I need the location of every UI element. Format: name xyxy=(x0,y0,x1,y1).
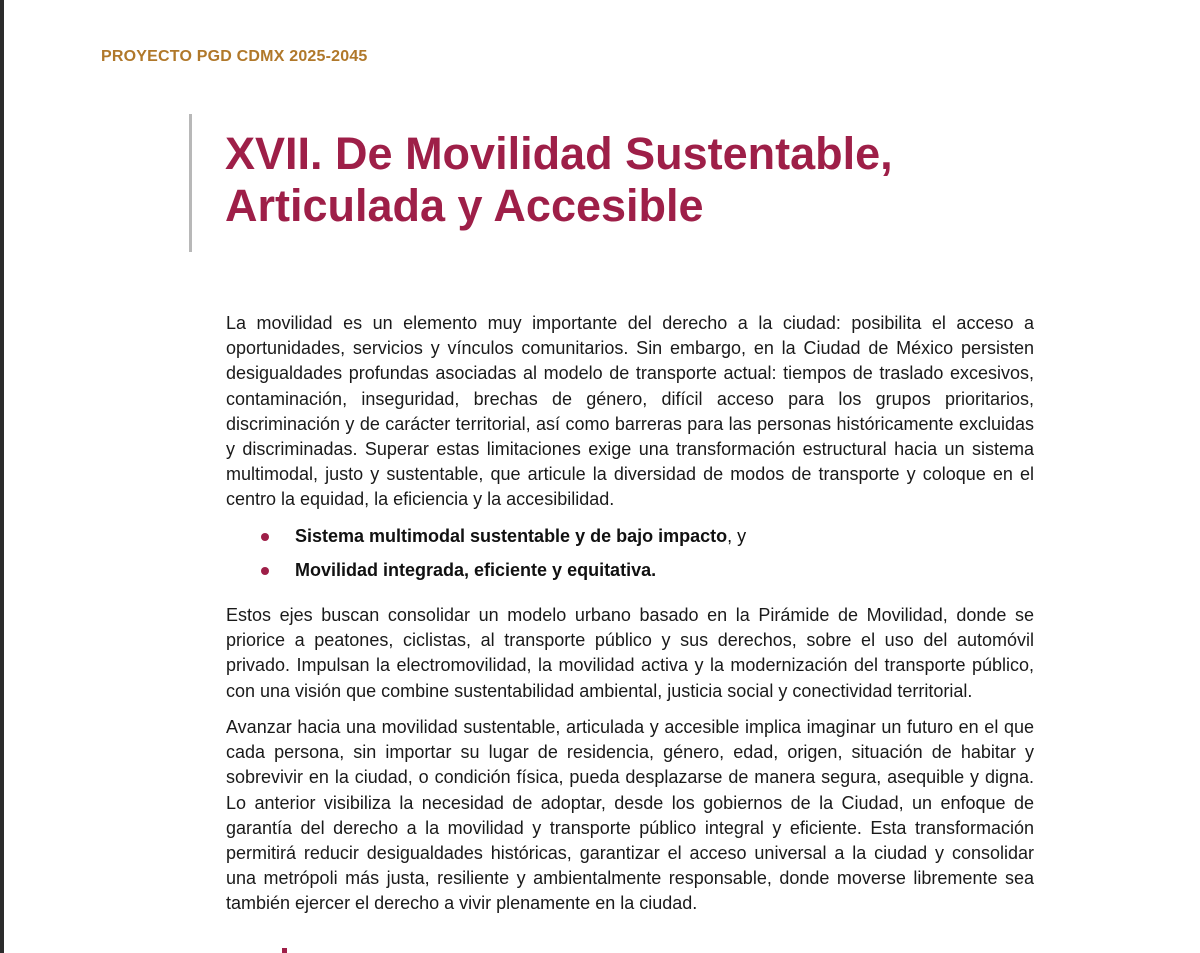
bullet-dot-icon xyxy=(261,533,269,541)
bullet-item xyxy=(258,524,1018,558)
running-header: PROYECTO PGD CDMX 2025-2045 xyxy=(101,48,368,65)
chapter-title xyxy=(225,128,1025,232)
bullet-strong-text: Movilidad integrada, eficiente y equitativa. xyxy=(295,560,657,580)
bullet-strong-text: Sistema multimodal sustentable y de bajo impacto xyxy=(295,526,728,546)
next-page-mark xyxy=(282,948,287,953)
bullet-dot-icon xyxy=(261,567,269,575)
page-left-edge xyxy=(0,0,4,953)
bullet-item xyxy=(258,558,1018,592)
axes-bullet-list xyxy=(258,524,1018,592)
chapter-title-line-1: XVII. De Movilidad Sustentable, xyxy=(225,128,893,179)
intro-paragraph: La movilidad es un elemento muy importante del derecho a la ciudad: posibilita el acceso a oportunidades, servicios y vínculos comunitarios. Sin embargo, en la Ciudad de México persisten desigualdades profundas asociadas al modelo de transporte actual: tiempos de traslado excesivos, contaminación, inseguridad, brechas de género, difícil acceso para los grupos prioritarios, discriminación y de carácter territorial, así como barreras para las personas históricamente excluidas y discriminadas. Superar estas limitaciones exige una transformación estructural hacia un sistema multimodal, justo y sustentable, que articule la diversidad de modos de transporte y coloque en el centro la equidad, la eficiencia y la accesibilidad. xyxy=(226,313,1034,510)
chapter-title-line-2: Articulada y Accesible xyxy=(225,180,704,231)
bullet-tail-text: , y xyxy=(727,526,747,546)
vision-paragraph: Avanzar hacia una movilidad sustentable, articulada y accesible implica imaginar un futuro en el que cada persona, sin importar su lugar de residencia, género, edad, origen, situación de habitar y sobrevivir en la ciudad, o condición física, pueda desplazarse de manera segura, asequible y digna. Lo anterior visibiliza la necesidad de adoptar, desde los gobiernos de la Ciudad, un enfoque de garantía del derecho a la movilidad y transporte público integral y eficiente. Esta transformación permitirá reducir desigualdades históricas, garantizar el acceso universal a la ciudad y consolidar una metrópoli más justa, resiliente y ambientalmente responsable, donde moverse libremente sea también ejercer el derecho a vivir plenamente en la ciudad. xyxy=(226,717,1034,914)
title-accent-rule xyxy=(189,114,192,252)
axes-paragraph: Estos ejes buscan consolidar un modelo urbano basado en la Pirámide de Movilidad, donde se priorice a peatones, ciclistas, al transporte público y sus derechos, sobre el uso del automóvil privado. Impulsan la electromovilidad, la movilidad activa y la modernización del transporte público, con una visión que combine sustentabilidad ambiental, justicia social y conectividad territorial. xyxy=(226,605,1034,701)
